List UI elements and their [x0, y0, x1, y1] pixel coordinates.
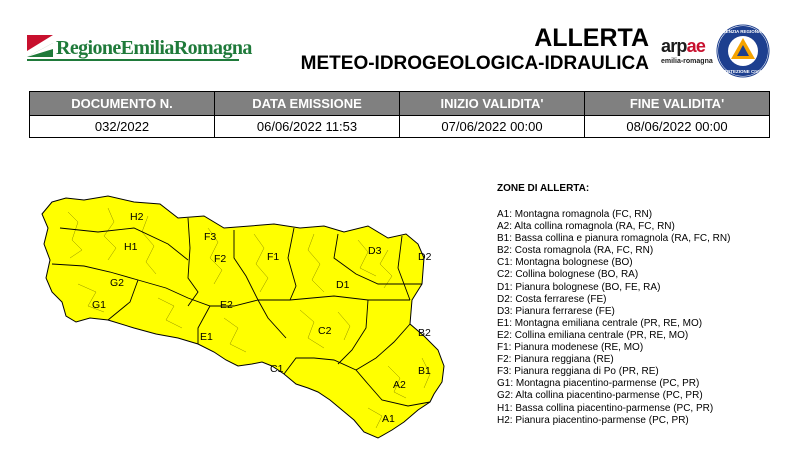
- legend-item: C2: Collina bolognese (BO, RA): [497, 269, 639, 281]
- zone-label-h2: H2: [130, 211, 144, 223]
- column-header-fine-validita: FINE VALIDITA': [585, 92, 770, 116]
- legend-item: C1: Montagna bolognese (BO): [497, 257, 633, 269]
- column-header-inizio-validita: INIZIO VALIDITA': [400, 92, 585, 116]
- zone-label-g1: G1: [92, 299, 107, 311]
- legend-item: D2: Costa ferrarese (FE): [497, 293, 607, 305]
- zone-label-f1: F1: [267, 251, 280, 263]
- legend-item: A1: Montagna romagnola (FC, RN): [497, 209, 653, 220]
- zone-label-e1: E1: [200, 331, 213, 343]
- legend-list: [497, 209, 730, 427]
- data-emissione-value: 06/06/2022 11:53: [215, 116, 400, 138]
- legend-item: H2: Pianura piacentino-parmense (PC, PR): [497, 414, 689, 426]
- legend-item: H1: Bassa collina piacentino-parmense (PC, PR): [497, 402, 714, 414]
- fine-validita-value: 08/06/2022 00:00: [585, 116, 770, 138]
- zone-label-g2: G2: [110, 277, 125, 289]
- svg-text:PROTEZIONE CIVILE: PROTEZIONE CIVILE: [720, 69, 766, 74]
- zone-label-b2: B2: [418, 327, 431, 339]
- legend-item: B1: Bassa collina e pianura romagnola (RA, FC, RN): [497, 233, 731, 245]
- zone-label-b1: B1: [418, 365, 431, 377]
- protezione-civile-logo: [716, 24, 770, 78]
- legend-item: A2: Alta collina romagnola (RA, FC, RN): [497, 221, 675, 233]
- zone-label-h1: H1: [124, 241, 138, 253]
- legend-item: E2: Collina emiliana centrale (PR, RE, MO): [497, 329, 689, 341]
- legend-item: E1: Montagna emiliana centrale (PR, RE, MO): [497, 317, 703, 329]
- arpae-logo-subtitle: emilia-romagna: [661, 58, 713, 65]
- regione-logo-text: RegioneEmiliaRomagna: [56, 37, 252, 59]
- legend-item: F2: Pianura reggiana (RE): [497, 354, 614, 366]
- zone-label-f2: F2: [214, 253, 227, 265]
- zone-label-c1: C1: [270, 363, 284, 375]
- legend-title: ZONE DI ALLERTA:: [497, 183, 590, 194]
- arpae-logo: [661, 36, 713, 74]
- alert-zones-map: [38, 188, 448, 444]
- arpae-word-main: arp: [661, 36, 687, 56]
- logo-underline: [27, 59, 239, 61]
- legend-item: F3: Pianura reggiana di Po (PR, RE): [497, 366, 659, 378]
- regione-emilia-romagna-logo: [27, 35, 252, 63]
- legend-item: D3: Pianura ferrarese (FE): [497, 305, 615, 317]
- inizio-validita-value: 07/06/2022 00:00: [400, 116, 585, 138]
- region-outline: [42, 196, 444, 438]
- arpae-word-accent: ae: [686, 36, 706, 56]
- legend-item: B2: Costa romagnola (RA, FC, RN): [497, 245, 654, 257]
- page-subtitle: METEO-IDROGEOLOGICA-IDRAULICA: [300, 53, 649, 74]
- legend-item: G2: Alta collina piacentino-parmense (PC, PR): [497, 390, 703, 402]
- svg-text:AGENZIA REGIONALE: AGENZIA REGIONALE: [718, 29, 768, 34]
- zone-label-e2: E2: [220, 299, 233, 311]
- zone-label-f3: F3: [204, 231, 217, 243]
- bulletin-info-table: [29, 91, 770, 138]
- legend-item: F1: Pianura modenese (RE, MO): [497, 342, 644, 354]
- zone-label-d1: D1: [336, 279, 350, 291]
- info-table-value-row: [30, 116, 770, 138]
- regione-flag-icon: [27, 35, 53, 57]
- zone-label-a2: A2: [393, 379, 406, 391]
- column-header-documento: DOCUMENTO N.: [30, 92, 215, 116]
- page-title: ALLERTA: [534, 24, 649, 52]
- zone-label-d2: D2: [418, 251, 432, 263]
- zone-label-d3: D3: [368, 245, 382, 257]
- legend-item: G1: Montagna piacentino-parmense (PC, PR): [497, 378, 700, 390]
- legend-item: D1: Pianura bolognese (BO, FE, RA): [497, 281, 661, 293]
- info-table-header-row: [30, 92, 770, 116]
- zone-label-a1: A1: [382, 413, 395, 425]
- zone-label-c2: C2: [318, 325, 332, 337]
- column-header-data-emissione: DATA EMISSIONE: [215, 92, 400, 116]
- documento-number: 032/2022: [30, 116, 215, 138]
